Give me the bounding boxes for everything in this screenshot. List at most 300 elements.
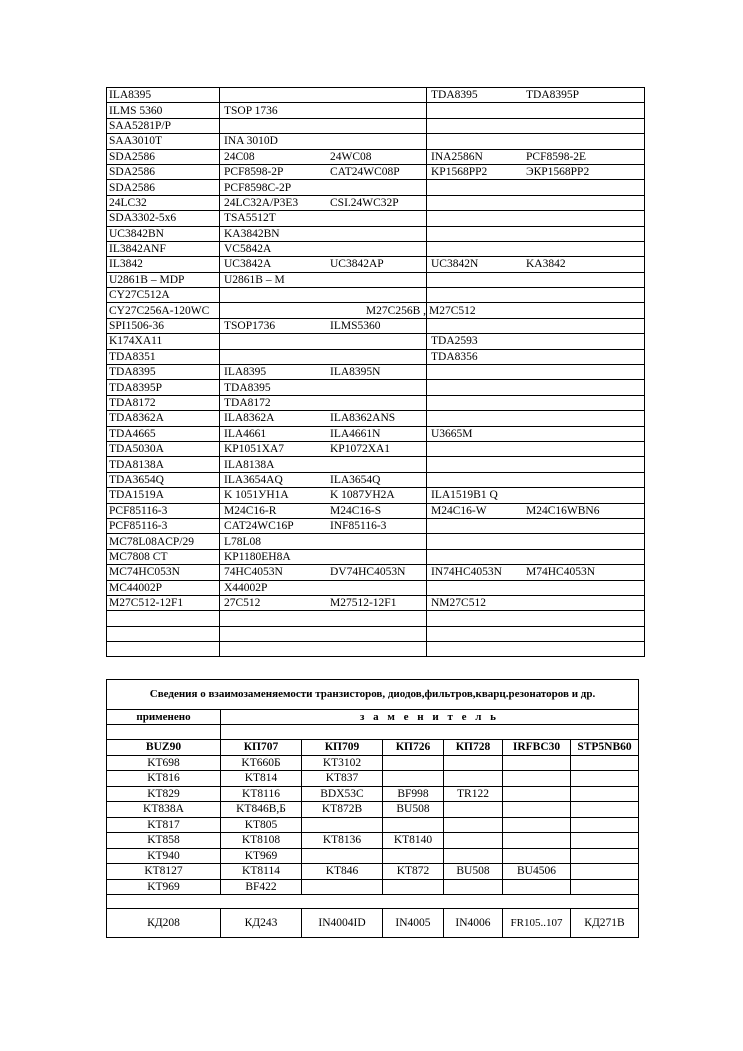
table-cell: ILA8395N bbox=[330, 366, 381, 379]
table-cell-group bbox=[220, 134, 427, 149]
table-cell-group bbox=[427, 488, 645, 503]
table-cell bbox=[383, 755, 444, 771]
table-cell: L78L08 bbox=[224, 535, 262, 548]
table-cell: CAT24WC08P bbox=[330, 166, 400, 179]
table-cell-group bbox=[220, 565, 427, 580]
table-cell-group bbox=[427, 272, 645, 287]
table-cell: K174XA11 bbox=[107, 334, 220, 349]
table-cell-group bbox=[427, 426, 645, 441]
table-cell bbox=[107, 642, 220, 657]
ic-replacement-table bbox=[106, 87, 645, 657]
table-cell: BU4506 bbox=[503, 864, 571, 880]
table-cell: U2861B – M bbox=[224, 273, 285, 286]
table-cell bbox=[383, 771, 444, 787]
table-row bbox=[107, 164, 645, 179]
table-cell: STP5NB60 bbox=[571, 740, 639, 756]
table-row bbox=[107, 365, 645, 380]
table-cell-group bbox=[427, 626, 645, 641]
table-cell: PCF85116-3 bbox=[107, 518, 220, 533]
table-cell: KP1072XA1 bbox=[330, 443, 391, 456]
table-cell-group bbox=[427, 380, 645, 395]
table-cell bbox=[383, 879, 444, 895]
table-row bbox=[107, 88, 645, 103]
table-cell: KT872 bbox=[383, 864, 444, 880]
table-cell-group bbox=[220, 211, 427, 226]
table-row bbox=[107, 134, 645, 149]
table-cell: PCF8598-2P bbox=[224, 166, 284, 179]
table-cell: SDA2586 bbox=[107, 164, 220, 179]
table-cell: КП709 bbox=[302, 740, 383, 756]
table-cell bbox=[302, 848, 383, 864]
table-cell: ILA4661N bbox=[330, 427, 381, 440]
table-cell: SDA3302-5x6 bbox=[107, 211, 220, 226]
table-cell bbox=[571, 802, 639, 818]
table-row bbox=[107, 334, 645, 349]
table-cell bbox=[571, 833, 639, 849]
table-cell: CY27C256A-120WC bbox=[107, 303, 220, 318]
table-cell: BU508 bbox=[444, 864, 503, 880]
table-row bbox=[107, 241, 645, 256]
table-cell-group bbox=[220, 195, 427, 210]
table-cell: TSOP 1736 bbox=[224, 104, 278, 117]
table-cell: BF998 bbox=[383, 786, 444, 802]
table-cell: TDA3654Q bbox=[107, 472, 220, 487]
table-cell-group bbox=[427, 318, 645, 333]
table-cell: 24LC32 bbox=[107, 195, 220, 210]
table-cell: K 1087УН2А bbox=[330, 489, 395, 502]
table-cell bbox=[444, 802, 503, 818]
table-cell-group bbox=[220, 611, 427, 626]
table-cell: KT838A bbox=[107, 802, 221, 818]
table-cell: UC3842AP bbox=[330, 258, 384, 271]
table-cell: ILA3654AQ bbox=[224, 473, 283, 486]
table-row bbox=[107, 580, 645, 595]
table-cell-group bbox=[427, 365, 645, 380]
table-cell: M24C16-R bbox=[224, 504, 277, 517]
table-row bbox=[107, 817, 639, 833]
table-cell bbox=[571, 755, 639, 771]
table-cell-group bbox=[427, 580, 645, 595]
table-cell: KT698 bbox=[107, 755, 221, 771]
table-cell-group bbox=[427, 441, 645, 456]
table-cell-group bbox=[427, 195, 645, 210]
table-cell: IN74HC4053N bbox=[431, 566, 502, 579]
table-row bbox=[107, 441, 645, 456]
table-cell: 24C08 bbox=[224, 150, 255, 163]
table-cell: M24C16-W bbox=[431, 504, 487, 517]
table-cell: UC3842A bbox=[224, 258, 272, 271]
table-row bbox=[107, 833, 639, 849]
table-cell: U3665M bbox=[431, 427, 473, 440]
table-cell-group bbox=[427, 288, 645, 303]
table-cell: SDA2586 bbox=[107, 180, 220, 195]
table-cell: ILMS 5360 bbox=[107, 103, 220, 118]
table-cell: KT872B bbox=[302, 802, 383, 818]
table-cell-group bbox=[427, 518, 645, 533]
table-cell: KT8140 bbox=[383, 833, 444, 849]
table-cell bbox=[571, 786, 639, 802]
table-cell: KT846 bbox=[302, 864, 383, 880]
table-row bbox=[107, 848, 639, 864]
table-cell: KP1051XA7 bbox=[224, 443, 285, 456]
table-cell bbox=[444, 879, 503, 895]
table-cell: TR122 bbox=[444, 786, 503, 802]
table-cell: ЭКP1568PP2 bbox=[526, 166, 590, 179]
table-cell: TDA8395 bbox=[431, 89, 478, 102]
table-row bbox=[107, 380, 645, 395]
table-cell: TSA5512T bbox=[224, 212, 276, 225]
table-cell: FR105..107 bbox=[503, 909, 571, 938]
table-cell: 24LC32A/P3E3 bbox=[224, 196, 299, 209]
transistor-replacement-table bbox=[106, 679, 639, 938]
table-cell bbox=[571, 864, 639, 880]
table-cell-group bbox=[220, 426, 427, 441]
table-cell: PCF85116-3 bbox=[107, 503, 220, 518]
table-row bbox=[107, 349, 645, 364]
table-cell bbox=[571, 848, 639, 864]
table-row bbox=[107, 740, 639, 756]
table-cell-group bbox=[220, 288, 427, 303]
table-row bbox=[107, 879, 639, 895]
table-cell: IRFBC30 bbox=[503, 740, 571, 756]
table-cell: BDX53C bbox=[302, 786, 383, 802]
table-row bbox=[107, 411, 645, 426]
table-cell: KT837 bbox=[302, 771, 383, 787]
table-cell bbox=[503, 755, 571, 771]
table-cell: ILMS5360 bbox=[330, 320, 381, 333]
table-cell: X44002P bbox=[224, 581, 268, 594]
table-cell: TDA1519A bbox=[107, 488, 220, 503]
table-cell: IN4005 bbox=[383, 909, 444, 938]
table-cell: M24C16WBN6 bbox=[526, 504, 600, 517]
table-cell-group bbox=[220, 642, 427, 657]
table-cell bbox=[503, 786, 571, 802]
table-cell bbox=[383, 848, 444, 864]
table-title: Сведения о взаимозаменяемости транзисторов, диодов,фильтров,кварц.резонаторов и др. bbox=[107, 680, 639, 710]
table-row bbox=[107, 534, 645, 549]
table-cell: CAT24WC16P bbox=[224, 520, 294, 533]
spacer-row bbox=[107, 895, 639, 909]
table-cell: M27512-12F1 bbox=[330, 597, 397, 610]
table-row bbox=[107, 642, 645, 657]
table-cell: KT846B,Б bbox=[221, 802, 302, 818]
table-row bbox=[107, 611, 645, 626]
table-cell bbox=[444, 817, 503, 833]
table-row bbox=[107, 257, 645, 272]
column-header-applied: применено bbox=[107, 710, 221, 725]
table-cell: KT817 bbox=[107, 817, 221, 833]
table-cell-group bbox=[427, 164, 645, 179]
diode-row bbox=[107, 909, 639, 938]
table-cell: KT969 bbox=[221, 848, 302, 864]
table-cell: CY27C512A bbox=[107, 288, 220, 303]
table-cell bbox=[383, 817, 444, 833]
table-cell: KA3842 bbox=[526, 258, 566, 271]
table-cell: M27C512 bbox=[427, 303, 645, 318]
table-cell: TDA8395P bbox=[107, 380, 220, 395]
table-cell-group bbox=[427, 642, 645, 657]
table-cell-group bbox=[220, 534, 427, 549]
table-cell-group bbox=[427, 257, 645, 272]
table-cell: KT8116 bbox=[221, 786, 302, 802]
table-cell-group bbox=[220, 488, 427, 503]
table-cell-group bbox=[220, 472, 427, 487]
table-row bbox=[107, 226, 645, 241]
table-cell: TDA8356 bbox=[431, 350, 478, 363]
table-cell-group bbox=[427, 134, 645, 149]
table-cell: КП707 bbox=[221, 740, 302, 756]
table-cell-group bbox=[220, 503, 427, 518]
table-cell: KT8108 bbox=[221, 833, 302, 849]
column-header-replacement: з а м е н и т е л ь bbox=[221, 710, 639, 725]
table-cell: M24C16-S bbox=[330, 504, 382, 517]
table-cell: ILA8138A bbox=[224, 458, 275, 471]
table-row bbox=[107, 103, 645, 118]
table-cell-group bbox=[220, 457, 427, 472]
table-cell: MC78L08ACP/29 bbox=[107, 534, 220, 549]
table-cell: 74HC4053N bbox=[224, 566, 283, 579]
table-cell-group bbox=[220, 180, 427, 195]
table-cell: U2861B – MDP bbox=[107, 272, 220, 287]
table-row bbox=[107, 472, 645, 487]
table-cell: UC3842BN bbox=[107, 226, 220, 241]
table-cell: BUZ90 bbox=[107, 740, 221, 756]
table-cell: KT805 bbox=[221, 817, 302, 833]
table-cell: KT969 bbox=[107, 879, 221, 895]
table-cell: KA3842BN bbox=[224, 227, 280, 240]
table-cell: SAA3010T bbox=[107, 134, 220, 149]
table-cell: INA 3010D bbox=[224, 135, 278, 148]
table-cell bbox=[107, 626, 220, 641]
table-cell-group bbox=[220, 272, 427, 287]
table-cell: SAA5281P/P bbox=[107, 118, 220, 133]
table-cell-group bbox=[427, 180, 645, 195]
table-cell-group bbox=[427, 549, 645, 564]
table-cell-group bbox=[220, 365, 427, 380]
table-cell: TSOP1736 bbox=[224, 320, 276, 333]
table-row bbox=[107, 864, 639, 880]
table-cell-group bbox=[220, 380, 427, 395]
table-cell: IL3842ANF bbox=[107, 241, 220, 256]
table-row bbox=[107, 288, 645, 303]
table-cell: IL3842 bbox=[107, 257, 220, 272]
table-cell-group bbox=[220, 349, 427, 364]
table-row bbox=[107, 457, 645, 472]
table-cell: TDA8138A bbox=[107, 457, 220, 472]
table-cell-group bbox=[427, 88, 645, 103]
table-cell-group bbox=[220, 318, 427, 333]
table-cell-group bbox=[427, 565, 645, 580]
table-row bbox=[107, 626, 645, 641]
table-cell: KT814 bbox=[221, 771, 302, 787]
table-cell: КД208 bbox=[107, 909, 221, 938]
table-cell-group bbox=[220, 241, 427, 256]
table-cell: MC44002P bbox=[107, 580, 220, 595]
table-cell-group bbox=[427, 118, 645, 133]
table-cell-group bbox=[427, 457, 645, 472]
table-cell bbox=[503, 879, 571, 895]
table-row bbox=[107, 318, 645, 333]
table-cell: MC74HC053N bbox=[107, 565, 220, 580]
table-cell-group bbox=[220, 149, 427, 164]
table-cell: TDA8172 bbox=[107, 395, 220, 410]
table-cell-group bbox=[427, 349, 645, 364]
table-cell: 27C512 bbox=[224, 597, 261, 610]
table-cell-group bbox=[427, 211, 645, 226]
table-row bbox=[107, 303, 645, 318]
table-cell: KT940 bbox=[107, 848, 221, 864]
table-cell: КД243 bbox=[221, 909, 302, 938]
table-cell: M27C256B , bbox=[220, 303, 427, 318]
table-cell bbox=[571, 879, 639, 895]
table-cell: MC7808 CT bbox=[107, 549, 220, 564]
table-cell bbox=[503, 848, 571, 864]
table-cell bbox=[571, 817, 639, 833]
table-cell: VC5842A bbox=[224, 243, 272, 256]
table-row bbox=[107, 272, 645, 287]
table-cell: KT660Б bbox=[221, 755, 302, 771]
table-cell bbox=[444, 771, 503, 787]
table-cell: PCF8598C-2P bbox=[224, 181, 292, 194]
table-cell: TDA4665 bbox=[107, 426, 220, 441]
table-row bbox=[107, 755, 639, 771]
table-cell-group bbox=[427, 241, 645, 256]
table-row bbox=[107, 595, 645, 610]
table-row bbox=[107, 786, 639, 802]
table-cell: KT8127 bbox=[107, 864, 221, 880]
table-cell bbox=[107, 611, 220, 626]
table-cell: TDA5030A bbox=[107, 441, 220, 456]
table-cell: ILA4661 bbox=[224, 427, 267, 440]
table-cell-group bbox=[427, 411, 645, 426]
table-row bbox=[107, 426, 645, 441]
table-cell-group bbox=[220, 88, 427, 103]
table-cell-group bbox=[220, 441, 427, 456]
table-row bbox=[107, 118, 645, 133]
table-cell: KT829 bbox=[107, 786, 221, 802]
table-cell: UC3842N bbox=[431, 258, 479, 271]
table-row bbox=[107, 211, 645, 226]
table-cell: TDA8395 bbox=[107, 365, 220, 380]
table-cell: BF422 bbox=[221, 879, 302, 895]
table-cell-group bbox=[427, 595, 645, 610]
table-row bbox=[107, 503, 645, 518]
table-cell: КД271В bbox=[571, 909, 639, 938]
table-cell-group bbox=[427, 149, 645, 164]
table-cell-group bbox=[220, 395, 427, 410]
table-cell: KT816 bbox=[107, 771, 221, 787]
table-cell: ILA8362A bbox=[224, 412, 275, 425]
table-cell: CSI.24WC32P bbox=[330, 196, 399, 209]
table-cell-group bbox=[220, 549, 427, 564]
table-cell-group bbox=[220, 518, 427, 533]
table-cell: KT8114 bbox=[221, 864, 302, 880]
table-cell-group bbox=[220, 626, 427, 641]
table-cell-group bbox=[427, 395, 645, 410]
table-cell: M74HC4053N bbox=[526, 566, 596, 579]
table-cell bbox=[503, 833, 571, 849]
table-cell: ILA3654Q bbox=[330, 473, 381, 486]
table-cell bbox=[503, 802, 571, 818]
table-cell: KP1568PP2 bbox=[431, 166, 488, 179]
table-cell: INF85116-3 bbox=[330, 520, 387, 533]
table-cell bbox=[503, 817, 571, 833]
table-cell-group bbox=[427, 503, 645, 518]
table-cell: ILA8395 bbox=[107, 88, 220, 103]
table-cell-group bbox=[220, 334, 427, 349]
table-cell-group bbox=[427, 472, 645, 487]
table-cell: DV74HC4053N bbox=[330, 566, 406, 579]
table-cell: K 1051УН1А bbox=[224, 489, 289, 502]
table-cell bbox=[444, 755, 503, 771]
table-cell-group bbox=[220, 103, 427, 118]
table-cell: IN4006 bbox=[444, 909, 503, 938]
table-cell: КП726 bbox=[383, 740, 444, 756]
table-cell: ILA8395 bbox=[224, 366, 267, 379]
table-cell bbox=[444, 833, 503, 849]
table-cell-group bbox=[220, 118, 427, 133]
table-row bbox=[107, 195, 645, 210]
table-cell-group bbox=[220, 595, 427, 610]
table-cell bbox=[444, 848, 503, 864]
table-cell: TDA2593 bbox=[431, 335, 478, 348]
table-cell: PCF8598-2E bbox=[526, 150, 587, 163]
table-row bbox=[107, 488, 645, 503]
table-cell: KP1180EH8A bbox=[224, 550, 291, 563]
table-cell: KT8136 bbox=[302, 833, 383, 849]
table-cell-group bbox=[220, 164, 427, 179]
table-cell-group bbox=[427, 334, 645, 349]
table-cell bbox=[302, 817, 383, 833]
table-cell: TDA8395 bbox=[224, 381, 271, 394]
table-cell: ILA8362ANS bbox=[330, 412, 396, 425]
table-cell: INA2586N bbox=[431, 150, 483, 163]
table-cell-group bbox=[427, 226, 645, 241]
table-row bbox=[107, 180, 645, 195]
table-row bbox=[107, 565, 645, 580]
table-cell bbox=[503, 771, 571, 787]
table-cell: TDA8351 bbox=[107, 349, 220, 364]
table-cell: 24WC08 bbox=[330, 150, 372, 163]
table-cell-group bbox=[427, 103, 645, 118]
table-cell: TDA8395P bbox=[526, 89, 580, 102]
table-cell: NM27C512 bbox=[431, 597, 486, 610]
table-cell: SPI1506-36 bbox=[107, 318, 220, 333]
table-cell-group bbox=[220, 257, 427, 272]
table-cell bbox=[302, 879, 383, 895]
table-cell: TDA8172 bbox=[224, 397, 271, 409]
table-cell bbox=[571, 771, 639, 787]
table-row bbox=[107, 395, 645, 410]
table-row bbox=[107, 518, 645, 533]
table-cell-group bbox=[220, 580, 427, 595]
table-row bbox=[107, 549, 645, 564]
table-row bbox=[107, 771, 639, 787]
table-cell: KT858 bbox=[107, 833, 221, 849]
spacer-row bbox=[107, 725, 639, 740]
table-cell: IN4004ID bbox=[302, 909, 383, 938]
table-cell: M27C512-12F1 bbox=[107, 595, 220, 610]
table-cell: BU508 bbox=[383, 802, 444, 818]
table-cell: KT3102 bbox=[302, 755, 383, 771]
table-row bbox=[107, 149, 645, 164]
table-row bbox=[107, 802, 639, 818]
table-cell-group bbox=[220, 411, 427, 426]
table-cell: SDA2586 bbox=[107, 149, 220, 164]
table-cell-group bbox=[427, 534, 645, 549]
table-cell-group bbox=[220, 226, 427, 241]
table-cell: TDA8362A bbox=[107, 411, 220, 426]
